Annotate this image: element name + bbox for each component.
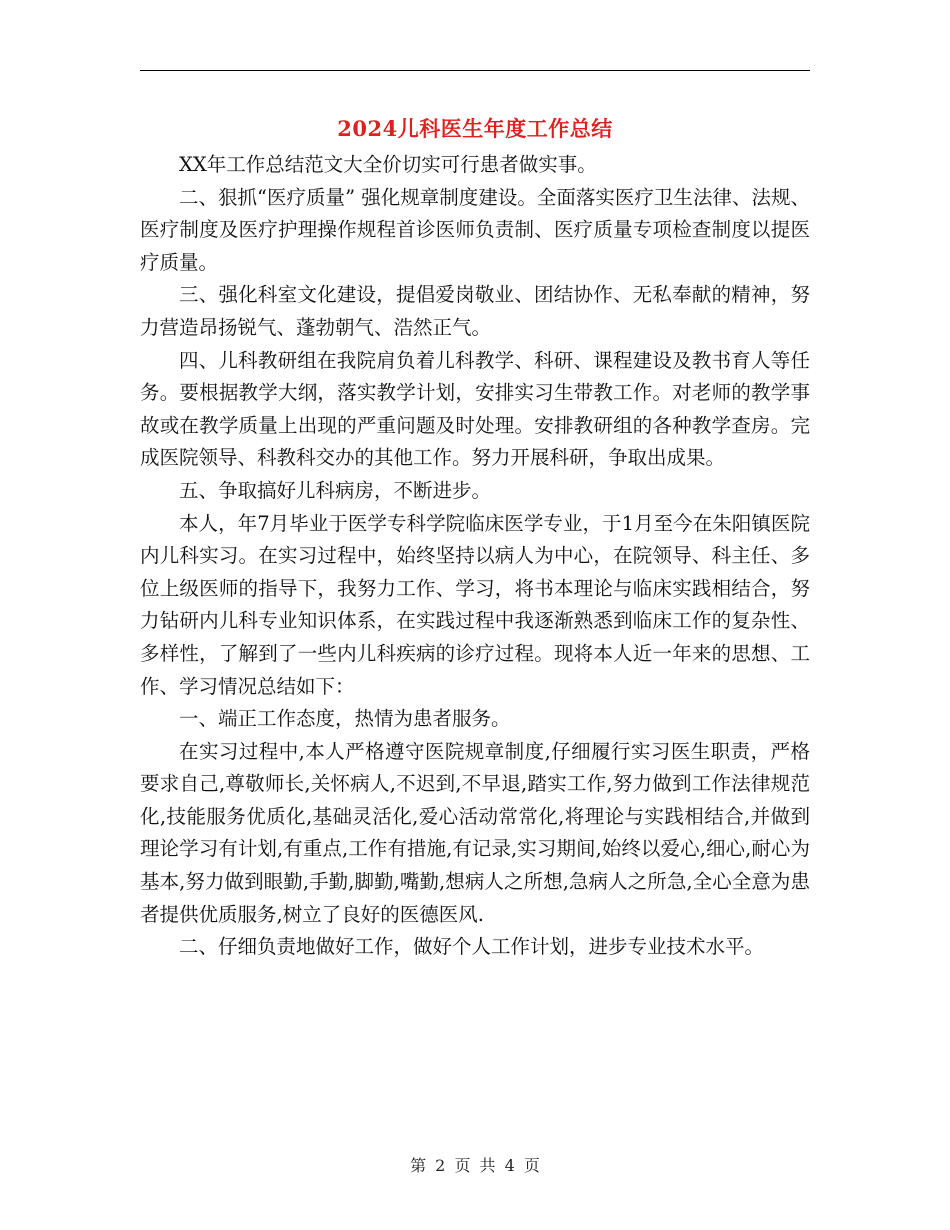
paragraph-3: 三、强化科室文化建设，提倡爱岗敬业、团结协作、无私奉献的精神，努力营造昂扬锐气、蓬勃朝气、浩然正气。: [140, 283, 810, 339]
paragraph-6: 本人，年7月毕业于医学专科学院临床医学专业，于1月至今在朱阳镇医院内儿科实习。在实习过程中，始终坚持以病人为中心，在院领导、科主任、多位上级医师的指导下，我努力工作、学习，将书本理论与临床实践相结合，努力钻研内儿科专业知识体系，在实践过程中我逐渐熟悉到临床工作的复杂性、多样性，了解到了一些内儿科疾病的诊疗过程。现将本人近一年来的思想、工作、学习情况总结如下：: [140, 511, 810, 698]
paragraph-4: 四、儿科教研组在我院肩负着儿科教学、科研、课程建设及教书育人等任务。要根据教学大纲，落实教学计划，安排实习生带教工作。对老师的教学事故或在教学质量上出现的严重问题及时处理。安排教研组的各种教学查房。完成医院领导、科教科交办的其他工作。努力开展科研，争取出成果。: [140, 348, 810, 470]
paragraph-8: 在实习过程中,本人严格遵守医院规章制度,仔细履行实习医生职责，严格要求自己,尊敬师长,关怀病人,不迟到,不早退,踏实工作,努力做到工作法律规范化,技能服务优质化,基础灵活化,爱心活动常常化,将理论与实践相结合,并做到理论学习有计划,有重点,工作有措施,有记录,实习期间,始终以爱心,细心,耐心为基本,努力做到眼勤,手勤,脚勤,嘴勤,想病人之所想,急病人之所急,全心全意为患者提供优质服务,树立了良好的医德医风.: [140, 739, 810, 926]
paragraph-5: 五、争取搞好儿科病房，不断进步。: [179, 478, 492, 502]
header-rule: [140, 70, 810, 71]
document-title: 2024儿科医生年度工作总结: [337, 116, 613, 141]
paragraph-2: 二、狠抓“医疗质量” 强化规章制度建设。全面落实医疗卫生法律、法规、医疗制度及医疗护理操作规程首诊医师负责制、医疗质量专项检查制度以提医疗质量。: [140, 185, 810, 274]
document-body: [140, 149, 810, 964]
paragraph-intro: XX年工作总结范文大全价切实可行患者做实事。: [179, 153, 597, 176]
paragraph-9: 二、仔细负责地做好工作，做好个人工作计划，进步专业技术水平。: [179, 935, 765, 959]
paragraph-7: 一、端正工作态度，热情为患者服务。: [179, 707, 511, 731]
page-footer: 第 2 页 共 4 页: [410, 1156, 540, 1175]
